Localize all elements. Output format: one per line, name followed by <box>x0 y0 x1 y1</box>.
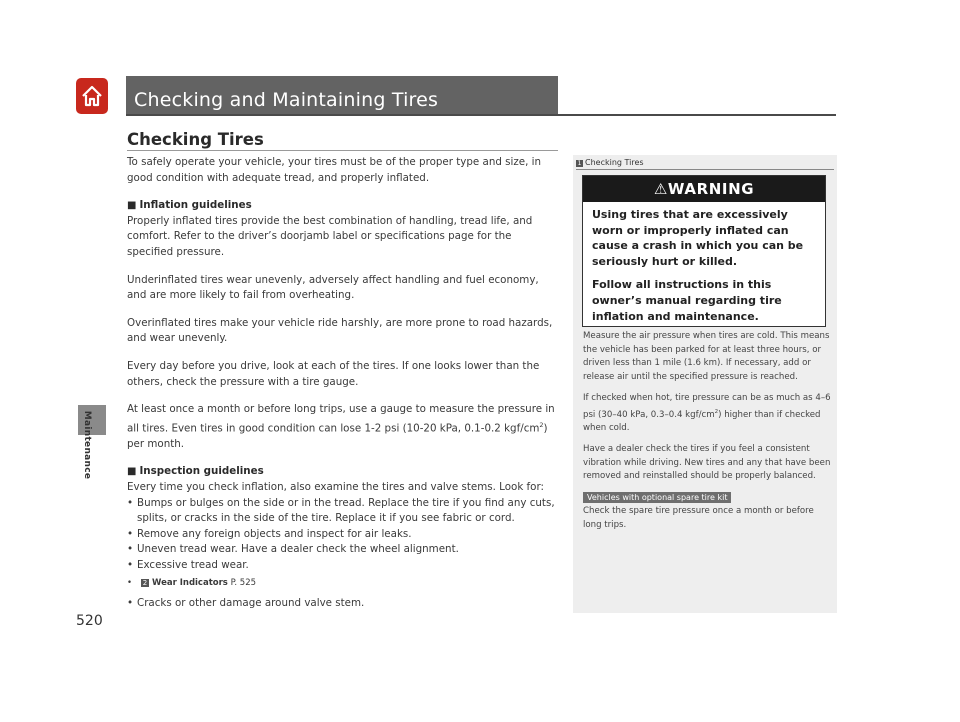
list-item: • Cracks or other damage around valve stem. <box>127 596 560 612</box>
spare-tire-kit-badge: Vehicles with optional spare tire kit <box>583 492 731 503</box>
home-button[interactable] <box>76 78 108 114</box>
list-item: • Bumps or bulges on the side or in the tread. Replace the tire if you find any cuts, splits, or cracks in the side of the tire. Replace it if you see fabric or cord. <box>127 496 560 527</box>
inspection-list <box>127 496 560 612</box>
side-notes-text <box>583 330 833 540</box>
inflation-paragraph-1: Properly inflated tires provide the best combination of handling, tread life, and comfort. Refer to the driver’s doorjamb label or specifications page for the specified pressure. <box>127 214 533 258</box>
side-paragraph-4: Check the spare tire pressure once a month or before long trips. <box>583 506 814 530</box>
square-bullet-icon: ■ <box>127 200 137 212</box>
warning-triangle-icon: ⚠ <box>653 180 668 198</box>
inflation-paragraph-2: Underinflated tires wear unevenly, adversely affect handling and fuel economy, and are more likely to fail from overheating. <box>127 273 539 302</box>
page-title: Checking Tires <box>127 130 264 149</box>
list-item: • Uneven tread wear. Have a dealer check the wheel alignment. <box>127 542 560 558</box>
warning-paragraph-1: Using tires that are excessively worn or improperly inflated can cause a crash in which you can be seriously hurt or killed. <box>592 208 804 268</box>
side-paragraph-3: Have a dealer check the tires if you feel a consistent vibration while driving. New tires and any that have been removed and reinstalled should be properly balanced. <box>583 444 831 482</box>
inspection-intro: Every time you check inflation, also examine the tires and valve stems. Look for: <box>127 480 545 493</box>
page-number: 520 <box>76 613 103 629</box>
note-marker-icon: 1 <box>577 160 582 167</box>
wear-indicators-link[interactable]: • 2 Wear Indicators P. 525 <box>127 576 560 592</box>
side-paragraph-2: If checked when hot, tire pressure can be as much as 4–6 psi (30–40 kPa, 0.3–0.4 kgf/$cm^2$) higher than if checked when cold. <box>583 393 831 433</box>
intro-paragraph: To safely operate your vehicle, your tires must be of the proper type and size, in good condition with adequate tread, and properly inflated. <box>127 156 542 184</box>
inflation-paragraph-3: Overinflated tires make your vehicle ride harshly, are more prone to road hazards, and wear unevenly. <box>127 316 553 345</box>
inflation-paragraph-5: At least once a month or before long trips, use a gauge to measure the pressure in all tires. Even tires in good condition can lose 1-2 psi (10-20 kPa, 0.1-0.2 kgf/$cm^2$) per month. <box>127 403 555 450</box>
side-notes <box>573 155 837 613</box>
section-title: Checking and Maintaining Tires <box>134 89 439 111</box>
chapter-label: Maintenance <box>82 410 92 480</box>
inflation-heading: ■ Inflation guidelines <box>127 199 252 212</box>
title-rule <box>127 150 558 151</box>
square-bullet-icon: ■ <box>127 466 137 478</box>
home-icon <box>80 84 104 108</box>
header-rule <box>126 114 836 116</box>
main-content <box>127 155 560 612</box>
warning-header: ⚠WARNING <box>583 176 825 202</box>
warning-box <box>582 175 826 327</box>
reference-arrow-icon: 2 <box>142 579 148 588</box>
warning-paragraph-2: Follow all instructions in this owner’s manual regarding tire inflation and maintenance. <box>592 278 782 323</box>
list-item: • Remove any foreign objects and inspect for air leaks. <box>127 527 560 543</box>
list-item: • Excessive tread wear. <box>127 558 560 574</box>
inflation-paragraph-4: Every day before you drive, look at each of the tires. If one looks lower than the others, check the pressure with a tire gauge. <box>127 359 540 388</box>
inspection-heading: ■ Inspection guidelines <box>127 465 264 478</box>
side-paragraph-1: Measure the air pressure when tires are cold. This means the vehicle has been parked for at least three hours, or driven less than 1 mile (1.6 km). If necessary, add or release air until the specified pressure is reached. <box>583 331 830 382</box>
warning-body <box>583 202 825 324</box>
side-notes-heading: 1 Checking Tires <box>576 158 834 170</box>
